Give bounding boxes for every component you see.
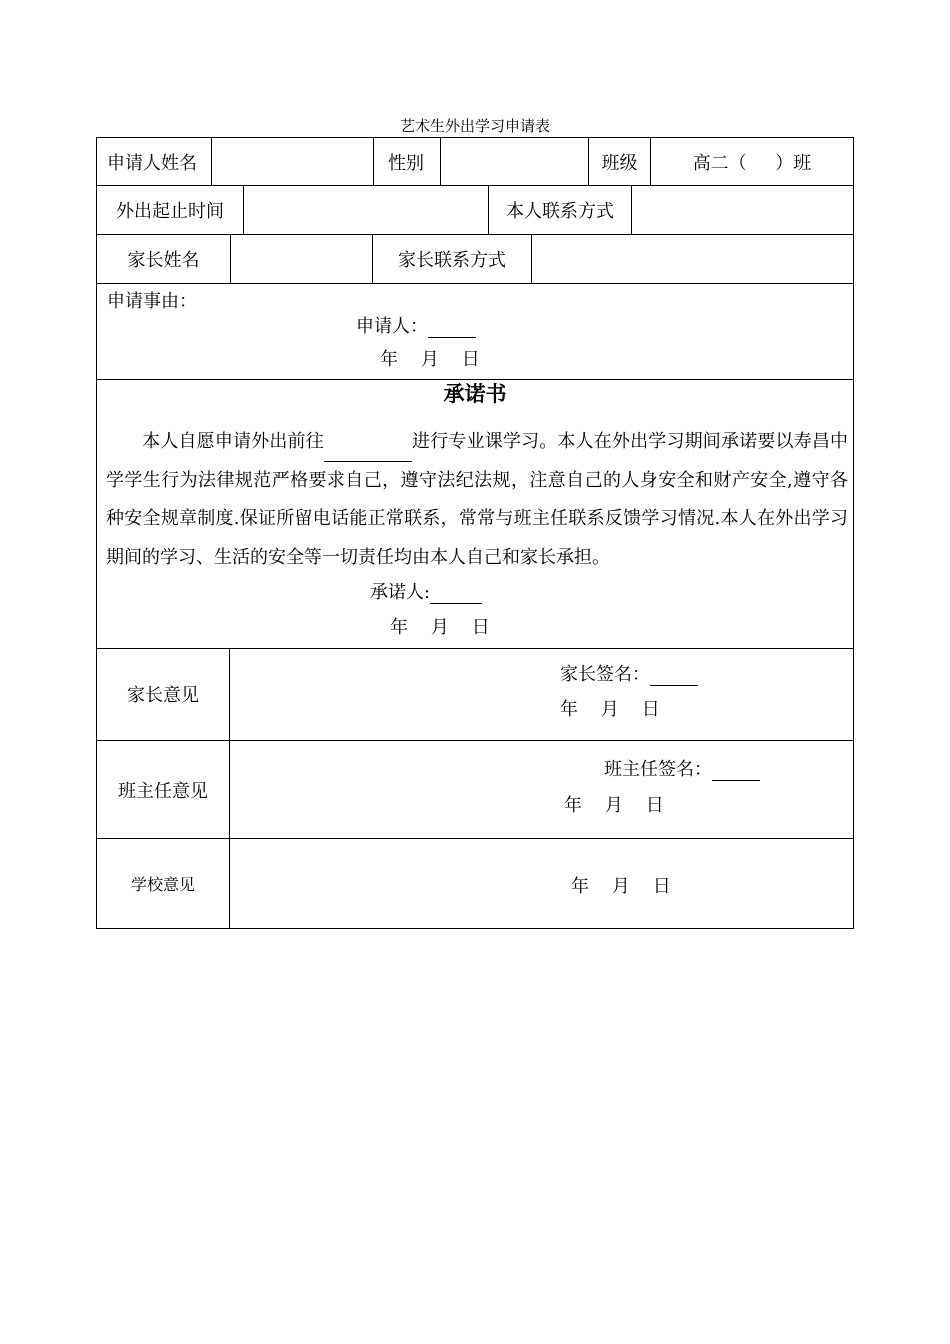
applicant-row [96,137,854,186]
parent-row [96,235,854,284]
pledge-signer: 承诺人: [370,578,482,604]
contact-label-cell [489,186,632,234]
time-label: 外出起止时间 [116,201,224,222]
pledge-title: 承诺书 [443,381,507,406]
reason-section[interactable] [96,283,854,380]
parent-label-cell [97,235,231,283]
teacher-opinion-date: 年 月 日 [564,795,664,816]
time-label-cell [97,186,244,234]
teacher-opinion-row [96,741,854,839]
time-input-cell[interactable] [244,186,489,234]
teacher-signature-line[interactable] [712,760,760,781]
parent-signature-line[interactable] [650,665,698,686]
class-value-cell[interactable] [651,138,853,185]
pledge-signature-line[interactable] [430,583,482,604]
parent-contact-label-cell [373,235,532,283]
reason-label: 申请事由： [107,291,197,312]
parent-input-cell[interactable] [231,235,373,283]
parent-contact-input-cell[interactable] [532,235,853,283]
gender-label-cell [374,138,441,185]
school-opinion-row [96,839,854,929]
parent-contact-label: 家长联系方式 [398,250,506,271]
gender-label: 性别 [388,152,424,174]
destination-blank[interactable] [324,439,412,462]
school-opinion-date: 年 月 日 [571,876,671,897]
applicant-sign: 申请人： [356,312,476,338]
class-label-cell [589,138,651,185]
teacher-sign: 班主任签名： [604,755,760,781]
time-row [96,186,854,235]
parent-opinion-row [96,648,854,741]
parent-label: 家长姓名 [127,250,200,271]
contact-label: 本人联系方式 [506,201,614,222]
pledge-text: 本人自愿申请外出前往 进行专业课学习。本人在外出学习期间承诺要以寿昌中学学生行为法律规范严格要求自己，遵守法纪法规，注意自己的人身安全和财产安全,遵守各种安全规章制度.保证所留电话能正常联系，常常与班主任联系反馈学习情况.本人在外出学习期间的学习、生活的安全等一切责任均由本人自己和家长承担。 [106,431,849,568]
name-label: 申请人姓名 [107,152,197,174]
pledge-date: 年 月 日 [390,617,490,638]
form-title: 艺术生外出学习申请表 [399,117,550,135]
name-input-cell[interactable] [212,138,374,185]
contact-input-cell[interactable] [632,186,853,234]
class-value: 高二（ ）班 [692,152,812,174]
parent-opinion-label: 家长意见 [97,648,230,740]
parent-opinion-date: 年 月 日 [560,699,660,720]
applicant-signature-line[interactable] [428,317,476,338]
name-label-cell [97,138,212,185]
teacher-opinion-label: 班主任意见 [97,741,230,838]
parent-sign: 家长签名： [560,660,698,686]
class-label: 班级 [601,152,638,174]
reason-date: 年 月 日 [380,349,480,370]
school-opinion-label: 学校意见 [97,839,230,928]
gender-input-cell[interactable] [441,138,589,185]
